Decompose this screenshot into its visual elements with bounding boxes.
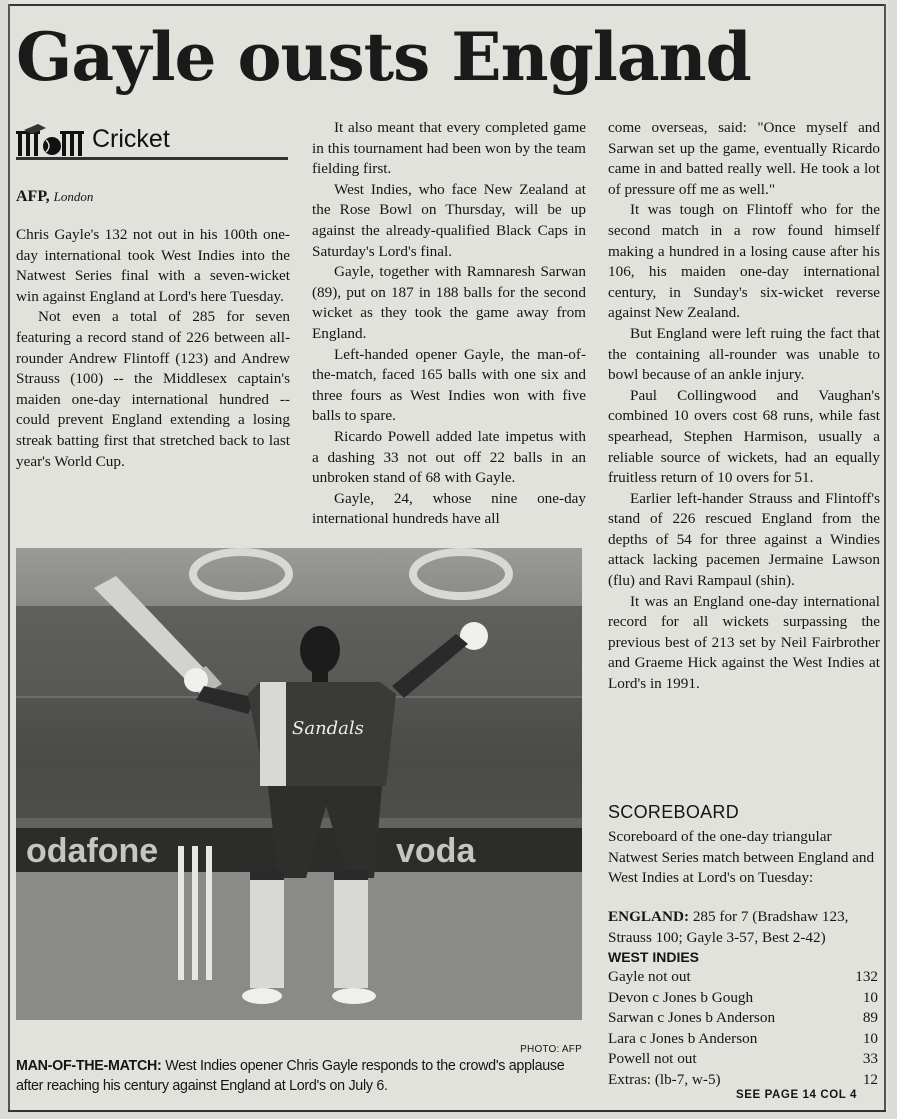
news-photo bbox=[16, 548, 582, 1020]
batsman: Lara c Jones b Anderson bbox=[608, 1029, 758, 1047]
photo-illustration bbox=[16, 548, 582, 1020]
caption-lead: MAN-OF-THE-MATCH: bbox=[16, 1058, 162, 1074]
photo-credit: PHOTO: AFP bbox=[520, 1044, 582, 1055]
paragraph: Gayle, together with Ramnaresh Sarwan (89), put on 187 in 188 balls for the second wicket as they took the game away from England. bbox=[312, 263, 586, 342]
cricket-icon bbox=[16, 124, 88, 158]
scoreboard-table bbox=[608, 967, 878, 1091]
svg-text:Sandals: Sandals bbox=[292, 718, 364, 739]
caption-text: West Indies opener Chris Gayle responds to the crowd's applause after reaching his century against England at Lord's on July 6. bbox=[16, 1058, 565, 1094]
section-label: Cricket bbox=[92, 125, 170, 153]
article-column-3 bbox=[608, 118, 880, 695]
runs: 10 bbox=[862, 988, 878, 1006]
continuation-reference: SEE PAGE 14 COL 4 bbox=[736, 1089, 857, 1101]
paragraph: Ricardo Powell added late impetus with a dashing 33 not out off 22 balls in an unbroken stand of 68 with Gayle. bbox=[312, 427, 586, 487]
section-rule bbox=[16, 157, 288, 160]
byline bbox=[16, 186, 93, 208]
runs: 132 bbox=[855, 968, 878, 985]
photo-caption bbox=[16, 1056, 584, 1096]
table-row bbox=[608, 988, 878, 1009]
paragraph: Earlier left-hander Strauss and Flintoff's stand of 226 rescued England from the depths of 54 for three against a Windies attack lacking pacemen Jermaine Lawson (flu) and Ravi Rampaul (shin). bbox=[608, 489, 880, 590]
table-row bbox=[608, 1070, 878, 1091]
paragraph: Not even a total of 285 for seven featuring a record stand of 226 between all-rounder Andrew Flintoff (123) and Andrew Strauss (100) -- the Middlesex captain's maiden one-day international hundred -- could prevent England extending a losing streak batting first that stretched back to last year's World Cup. bbox=[16, 308, 290, 470]
scoreboard-intro: Scoreboard of the one-day triangular Natwest Series match between England and West Indies at Lord's on Tuesday: bbox=[608, 828, 875, 887]
england-innings: 285 for 7 (Bradshaw 123, Strauss 100; Gayle 3-57, Best 2-42) bbox=[608, 908, 849, 946]
paragraph: It also meant that every completed game in this tournament had been won by the team fielding first. bbox=[312, 119, 586, 178]
runs: 33 bbox=[862, 1050, 878, 1068]
batsman: Sarwan c Jones b Anderson bbox=[608, 1009, 776, 1027]
england-score bbox=[608, 907, 880, 948]
left-rule bbox=[8, 4, 10, 1112]
table-row bbox=[608, 967, 878, 988]
svg-text:voda: voda bbox=[396, 832, 476, 870]
paragraph: Chris Gayle's 132 not out in his 100th one-day international took West Indies into the Natwest Series final with a seven-wicket win against England at Lord's here Tuesday. bbox=[16, 226, 290, 305]
article-column-1 bbox=[16, 225, 290, 472]
runs: 12 bbox=[862, 1070, 878, 1088]
west-indies-heading: WEST INDIES bbox=[608, 949, 700, 965]
table-row bbox=[608, 1049, 878, 1070]
section-kicker bbox=[16, 120, 288, 160]
england-team: ENGLAND: bbox=[608, 908, 690, 925]
right-rule bbox=[884, 4, 886, 1112]
paragraph: come overseas, said: "Once myself and Sarwan set up the game, eventually Ricardo came in and batted really well. He took a lot of pressure off me as well." bbox=[608, 119, 880, 198]
paragraph: It was an England one-day international record for all wickets surpassing the previous best of 213 set by Neil Fairbrother and Graeme Hick against the West Indies at Lord's in 1991. bbox=[608, 592, 880, 693]
bottom-rule bbox=[8, 1110, 886, 1112]
batsman: Powell not out bbox=[608, 1050, 697, 1068]
svg-text:odafone: odafone bbox=[26, 832, 159, 870]
table-row bbox=[608, 1029, 878, 1050]
paragraph: West Indies, who face New Zealand at the Rose Bowl on Thursday, will be up against the already-qualified Black Caps in Saturday's Lord's final. bbox=[312, 180, 586, 260]
top-rule bbox=[8, 4, 886, 6]
paragraph: It was tough on Flintoff who for the second match in a row found himself making a hundred in a losing cause after his 106, his maiden one-day international century, in Sunday's six-wicket reverse against New Zealand. bbox=[608, 201, 880, 322]
batsman: Gayle not out bbox=[608, 968, 691, 985]
table-row bbox=[608, 1008, 878, 1029]
paragraph: Left-handed opener Gayle, the man-of-the-match, faced 165 balls with one six and three fours as West Indies won with five balls to spare. bbox=[312, 345, 586, 425]
headline: Gayle ousts England bbox=[16, 18, 751, 96]
paragraph: Gayle, 24, whose nine one-day international hundreds have all bbox=[312, 489, 586, 528]
byline-city: London bbox=[53, 189, 94, 204]
byline-agency: AFP, bbox=[16, 188, 50, 205]
runs: 89 bbox=[862, 1009, 878, 1027]
article-column-2 bbox=[312, 118, 586, 530]
scoreboard-title: SCOREBOARD bbox=[608, 802, 740, 822]
paragraph: But England were left ruing the fact that the containing all-rounder was unable to bowl because of an ankle injury. bbox=[608, 324, 880, 384]
batsman: Extras: (lb-7, w-5) bbox=[608, 1070, 721, 1088]
paragraph: Paul Collingwood and Vaughan's combined 10 overs cost 68 runs, while fast spearhead, Stephen Harmison, usually a reliable source of wickets, had an equally fruitless return of 10 overs for 51. bbox=[608, 386, 880, 487]
runs: 10 bbox=[862, 1029, 878, 1047]
batsman: Devon c Jones b Gough bbox=[608, 988, 754, 1006]
